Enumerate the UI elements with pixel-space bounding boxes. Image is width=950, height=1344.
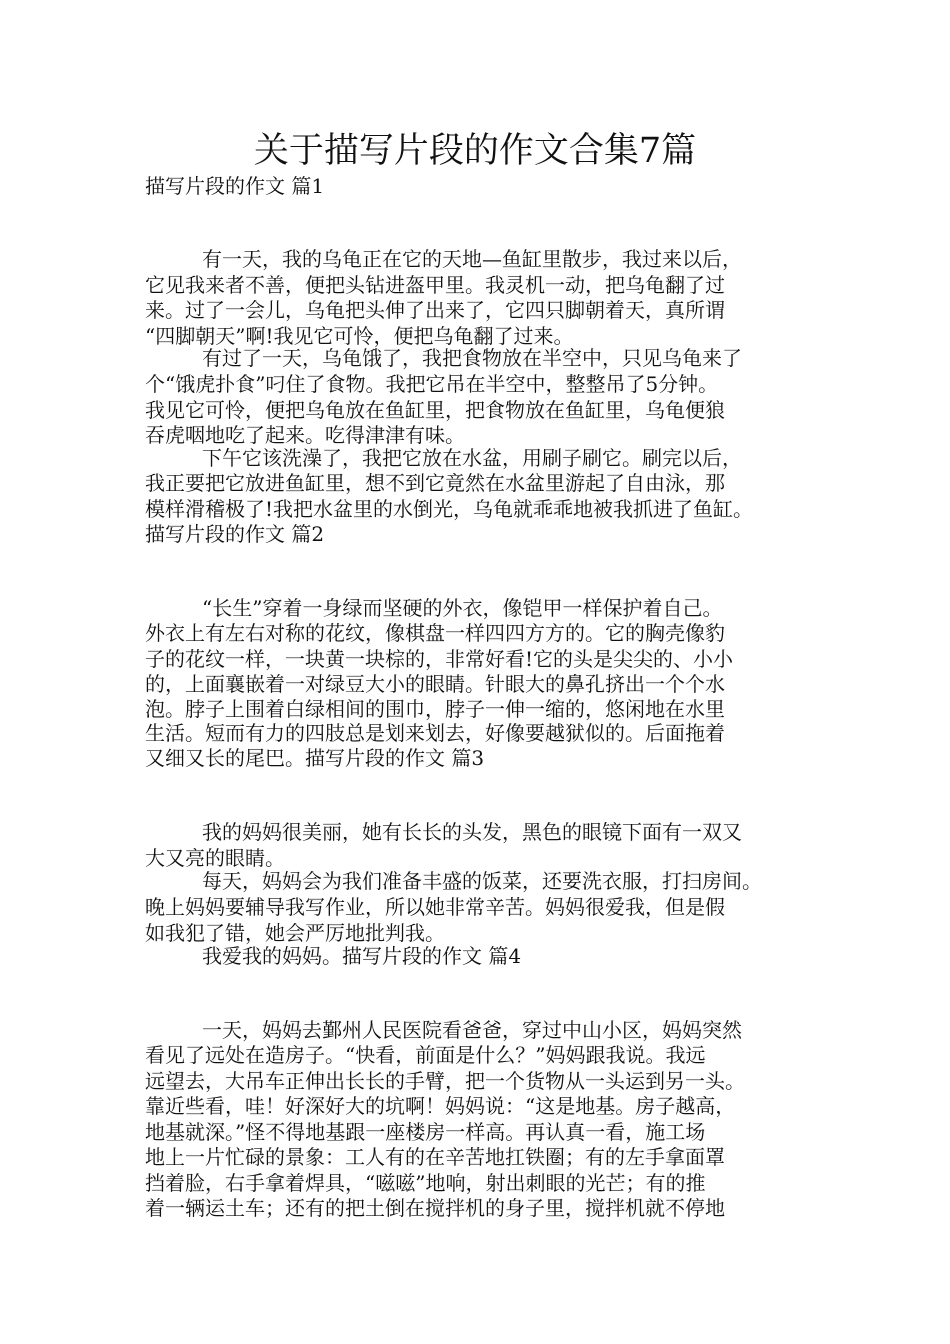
paragraph-line: 的，上面襄嵌着一对绿豆大小的眼睛。针眼大的鼻孔挤出一个个水	[145, 672, 725, 696]
paragraph-line: 有过了一天，乌龟饿了，我把食物放在半空中，只见乌龟来了	[202, 346, 742, 370]
paragraph-line: 吞虎咽地吃了起来。吃得津津有味。	[145, 423, 465, 447]
paragraph-line: 一天，妈妈去鄞州人民医院看爸爸，穿过中山小区，妈妈突然	[202, 1018, 742, 1042]
paragraph-line: 挡着脸，右手拿着焊具，“嗞嗞”地响，射出刺眼的光芒；有的推	[145, 1171, 706, 1195]
paragraph-line: 地基就深。”怪不得地基跟一座楼房一样高。再认真一看，施工场	[145, 1120, 706, 1144]
paragraph-line: 我的妈妈很美丽，她有长长的头发，黑色的眼镜下面有一双又	[202, 820, 742, 844]
section-heading-2: 描写片段的作文 篇2	[145, 522, 325, 546]
paragraph-line: 远望去，大吊车正伸出长长的手臂，把一个货物从一头运到另一头。	[145, 1069, 745, 1093]
paragraph-line: 生活。短而有力的四肢总是划来划去，好像要越狱似的。后面拖着	[145, 721, 725, 745]
paragraph-line: 个“饿虎扑食”叼住了食物。我把它吊在半空中，整整吊了5分钟。	[145, 372, 719, 396]
paragraph-line: 有一天，我的乌龟正在它的天地—鱼缸里散步，我过来以后，	[202, 247, 742, 271]
paragraph-line: 每天，妈妈会为我们准备丰盛的饭菜，还要洗衣服，打扫房间。	[202, 869, 762, 893]
paragraph-line: 泡。脖子上围着白绿相间的围巾，脖子一伸一缩的，悠闲地在水里	[145, 697, 725, 721]
paragraph-line: 外衣上有左右对称的花纹，像棋盘一样四四方方的。它的胸壳像豹	[145, 621, 725, 645]
paragraph-line: 看见了远处在造房子。“快看，前面是什么？”妈妈跟我说。我远	[145, 1043, 706, 1067]
paragraph-line: 我见它可怜，便把乌龟放在鱼缸里，把食物放在鱼缸里，乌龟便狼	[145, 398, 725, 422]
paragraph-line: 我正要把它放进鱼缸里，想不到它竟然在水盆里游起了自由泳，那	[145, 471, 725, 495]
paragraph-line: 模样滑稽极了!我把水盆里的水倒光，乌龟就乖乖地被我抓进了鱼缸。	[145, 497, 754, 521]
paragraph-line: 它见我来者不善，便把头钻进盔甲里。我灵机一动，把乌龟翻了过	[145, 273, 725, 297]
paragraph-line: 大又亮的眼睛。	[145, 846, 285, 870]
document-title: 关于描写片段的作文合集7篇	[253, 131, 697, 171]
paragraph-line: 着一辆运土车；还有的把土倒在搅拌机的身子里，搅拌机就不停地	[145, 1196, 725, 1220]
paragraph-line: 晚上妈妈要辅导我写作业，所以她非常辛苦。妈妈很爱我，但是假	[145, 895, 725, 919]
section-heading-4: 我爱我的妈妈。描写片段的作文 篇4	[202, 944, 522, 968]
paragraph-line: “四脚朝天”啊!我见它可怜，便把乌龟翻了过来。	[145, 324, 574, 348]
paragraph-line: 靠近些看，哇！好深好大的坑啊！妈妈说：“这是地基。房子越高，	[145, 1094, 736, 1118]
section-heading-1: 描写片段的作文 篇1	[145, 174, 325, 198]
paragraph-line: 下午它该洗澡了，我把它放在水盆，用刷子刷它。刷完以后，	[202, 446, 742, 470]
paragraph-line: 地上一片忙碌的景象：工人有的在辛苦地扛铁圈；有的左手拿面罩	[145, 1145, 725, 1169]
paragraph-line: “长生”穿着一身绿而坚硬的外衣，像铠甲一样保护着自己。	[202, 596, 723, 620]
paragraph-line: 子的花纹一样，一块黄一块棕的，非常好看!它的头是尖尖的、小小	[145, 647, 734, 671]
paragraph-line: 如我犯了错，她会严厉地批判我。	[145, 921, 445, 945]
paragraph-line: 又细又长的尾巴。描写片段的作文 篇3	[145, 746, 485, 770]
paragraph-line: 来。过了一会儿，乌龟把头伸了出来了，它四只脚朝着天，真所谓	[145, 298, 725, 322]
